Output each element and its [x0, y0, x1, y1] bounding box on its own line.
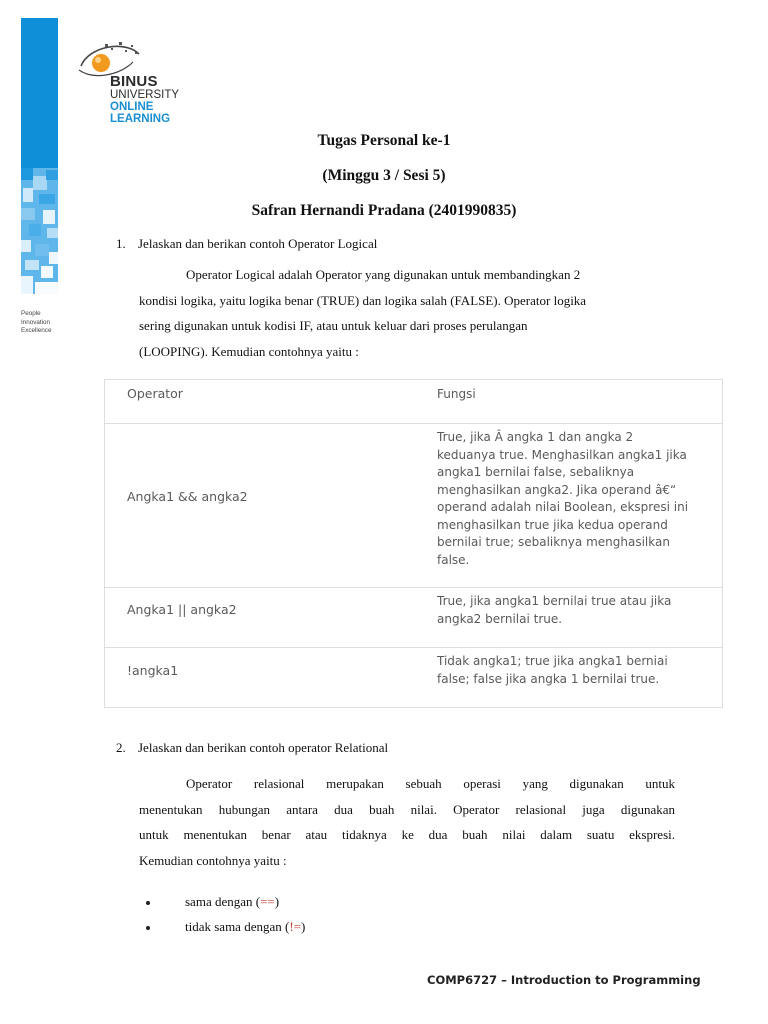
- fungsi-line: bernilai true; sebaliknya menghasilkan: [437, 535, 670, 549]
- example-close: ): [274, 894, 280, 909]
- tagline-line: People: [21, 310, 41, 317]
- brand-sidebar: [0, 0, 62, 334]
- fungsi-line: angka1 bernilai false, sebaliknya: [437, 465, 635, 479]
- answer-line: sering digunakan untuk kodisi IF, atau untuk keluar dari proses perulangan: [139, 318, 528, 333]
- logo-line: UNIVERSITY: [110, 89, 180, 101]
- question-text: Jelaskan dan berikan contoh operator Relational: [138, 740, 389, 755]
- list-item-text: [185, 919, 305, 935]
- author-line: Safran Hernandi Pradana (2401990835): [251, 202, 517, 219]
- table-header-operator: Operator: [127, 386, 183, 401]
- fungsi-line: keduanya true. Menghasilkan angka1 jika: [437, 447, 687, 462]
- document-title: Tugas Personal ke-1: [317, 132, 451, 149]
- tagline-line: Innovation: [21, 318, 51, 326]
- question-number: 2.: [116, 740, 126, 755]
- brand-stripe-mosaic: [21, 168, 58, 294]
- question-text: Jelaskan dan berikan contoh Operator Logical: [138, 236, 378, 251]
- operator-symbol: !=: [289, 919, 301, 934]
- question-2: [116, 740, 388, 756]
- bullet-icon: [146, 926, 150, 930]
- table-header-row: [105, 380, 722, 424]
- operator-symbol: ==: [260, 894, 275, 909]
- question-number: 1.: [116, 236, 126, 251]
- table-row: [105, 588, 722, 648]
- fungsi-line: false.: [437, 552, 470, 567]
- brand-tagline: [21, 310, 51, 336]
- answer-line: menentukan hubungan antara dua buah nilai. Operator relasional juga digunakan: [139, 801, 675, 817]
- logical-operator-table: [104, 379, 723, 708]
- example-label: tidak sama dengan (: [185, 919, 290, 934]
- example-label: sama dengan (: [185, 894, 261, 909]
- bullet-icon: [146, 901, 150, 905]
- fungsi-cell: [437, 653, 707, 688]
- logo-line: BINUS: [110, 73, 158, 90]
- fungsi-cell: [437, 429, 707, 569]
- brand-stripe: [21, 18, 58, 294]
- logo-line: LEARNING: [110, 113, 171, 125]
- fungsi-line: operand adalah nilai Boolean, ekspresi ini: [437, 500, 689, 514]
- answer-line: Kemudian contohnya yaitu :: [139, 852, 287, 868]
- logo-wordmark: [110, 74, 179, 125]
- answer-line: Operator Logical adalah Operator yang digunakan untuk membandingkan 2: [186, 267, 581, 282]
- tagline-line: Excellence: [21, 327, 52, 334]
- fungsi-line: angka2 bernilai true.: [437, 611, 563, 626]
- question-1: [116, 236, 377, 252]
- operator-cell: Angka1 && angka2: [127, 489, 248, 504]
- logo-line: ONLINE: [110, 101, 154, 113]
- list-item-text: [185, 894, 279, 910]
- answer-line: untuk menentukan benar atau tidaknya ke dua buah nilai dalam suatu ekspresi.: [139, 827, 675, 842]
- answer-2: [139, 771, 675, 873]
- fungsi-line: menghasilkan angka2. Jika operand â€“: [437, 482, 677, 497]
- fungsi-cell: [437, 593, 707, 628]
- fungsi-line: false; false jika angka 1 bernilai true.: [437, 671, 660, 686]
- document-subtitle: (Minggu 3 / Sesi 5): [322, 167, 446, 184]
- answer-line: (LOOPING). Kemudian contohnya yaitu :: [139, 343, 359, 359]
- answer-line: Operator relasional merupakan sebuah operasi yang digunakan untuk: [186, 776, 675, 791]
- table-row: [105, 648, 722, 707]
- operator-cell: !angka1: [127, 663, 179, 678]
- example-close: ): [301, 919, 306, 934]
- fungsi-line: menghasilkan true jika kedua operand: [437, 517, 668, 532]
- fungsi-line: True, jika Â angka 1 dan angka 2: [437, 430, 634, 444]
- table-row: [105, 424, 722, 588]
- fungsi-line: True, jika angka1 bernilai true atau jika: [437, 594, 672, 608]
- table-header-fungsi: Fungsi: [437, 387, 476, 401]
- operator-cell: Angka1 || angka2: [127, 602, 237, 617]
- fungsi-line: Tidak angka1; true jika angka1 berniai: [437, 654, 668, 668]
- page-footer: COMP6727 – Introduction to Programming: [427, 973, 701, 987]
- answer-1: [139, 262, 675, 364]
- answer-line: kondisi logika, yaitu logika benar (TRUE) dan logika salah (FALSE). Operator logika: [139, 292, 587, 308]
